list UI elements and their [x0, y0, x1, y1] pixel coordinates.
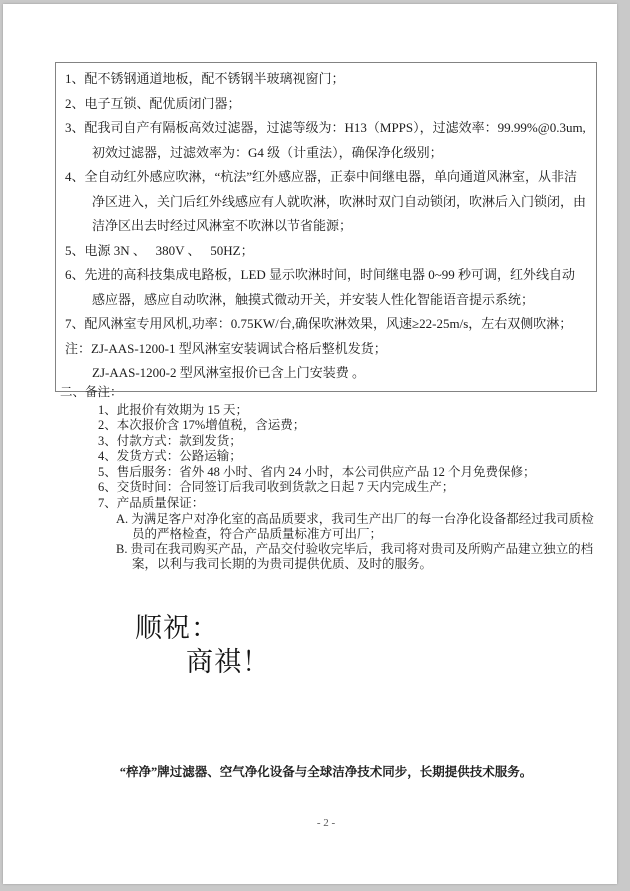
- remarks-heading: 二、备注：: [60, 385, 123, 399]
- quality-guarantee-item-a: A. 为满足客户对净化室的高品质要求，我司生产出厂的每一台净化设备都经过我司质检员的严格检查，符合产品质量标准方可出厂；: [116, 512, 594, 541]
- remark-item-6: 6、交货时间：合同签订后我司收到货款之日起 7 天内完成生产；: [98, 480, 455, 494]
- spec-note-line-2: ZJ-AAS-1200-2 型风淋室报价已含上门安装费 。: [92, 365, 365, 380]
- spec-table-cell: [55, 62, 597, 392]
- remark-item-2: 2、本次报价含 17%增值税，含运费；: [98, 418, 306, 432]
- spec-item-4: 4、全自动红外感应吹淋，“杭法”红外感应器，正泰中间继电器，单向通道风淋室，从非洁净区进入，关门后红外线感应有人就吹淋，吹淋时双门自动锁闭，吹淋后入门锁闭，由洁净区出去时经过风淋室不吹淋以节省能源；: [65, 169, 587, 233]
- remark-item-4: 4、发货方式：公路运输；: [98, 449, 242, 463]
- spec-item-7: 7、配风淋室专用风机,功率：0.75KW/台,确保吹淋效果，风速≥22-25m/s，左右双侧吹淋；: [65, 316, 573, 331]
- remark-item-1: 1、此报价有效期为 15 天；: [98, 402, 249, 417]
- remarks-section: [60, 385, 600, 571]
- spec-note-line-1: 注：ZJ-AAS-1200-1 型风淋室安装调试合格后整机发货；: [65, 340, 387, 356]
- spec-item-2: 2、电子互锁、配优质闭门器；: [65, 95, 241, 111]
- spec-item-5: 5、电源 3N 、 380V 、 50HZ；: [65, 242, 254, 258]
- footer-slogan: “梓净”牌过滤器、空气净化设备与全球洁净技术同步，长期提供技术服务。: [119, 765, 533, 779]
- remark-item-3: 3、付款方式：款到发货；: [98, 433, 242, 448]
- remark-item-7: 7、产品质量保证：: [98, 495, 205, 510]
- page-number: - 2 -: [316, 817, 336, 829]
- closing-wish: 商祺！: [186, 647, 270, 677]
- spec-item-6: 6、先进的高科技集成电路板，LED 显示吹淋时间，时间继电器 0~99 秒可调，红外线自动感应器，感应自动吹淋，触摸式微动开关，并安装人性化智能语音提示系统；: [65, 267, 576, 307]
- quality-guarantee-item-b: B. 贵司在我司购买产品，产品交付验收完毕后，我司将对贵司及所购产品建立独立的档案，以利与我司长期的为贵司提供优质、及时的服务。: [116, 542, 594, 571]
- remark-item-5: 5、售后服务：省外 48 小时、省内 24 小时，本公司供应产品 12 个月免费保修；: [98, 464, 536, 479]
- closing-salute: 顺祝：: [135, 613, 219, 643]
- spec-item-1: 1、配不锈钢通道地板，配不锈钢半玻璃视窗门；: [65, 71, 345, 86]
- document-page: [3, 4, 617, 884]
- spec-item-3: 3、配我司自产有隔板高效过滤器，过滤等级为：H13（MPPS），过滤效率：99.99%@0.3um,初效过滤器，过滤效率为：G4 级（计重法），确保净化级别；: [65, 120, 586, 160]
